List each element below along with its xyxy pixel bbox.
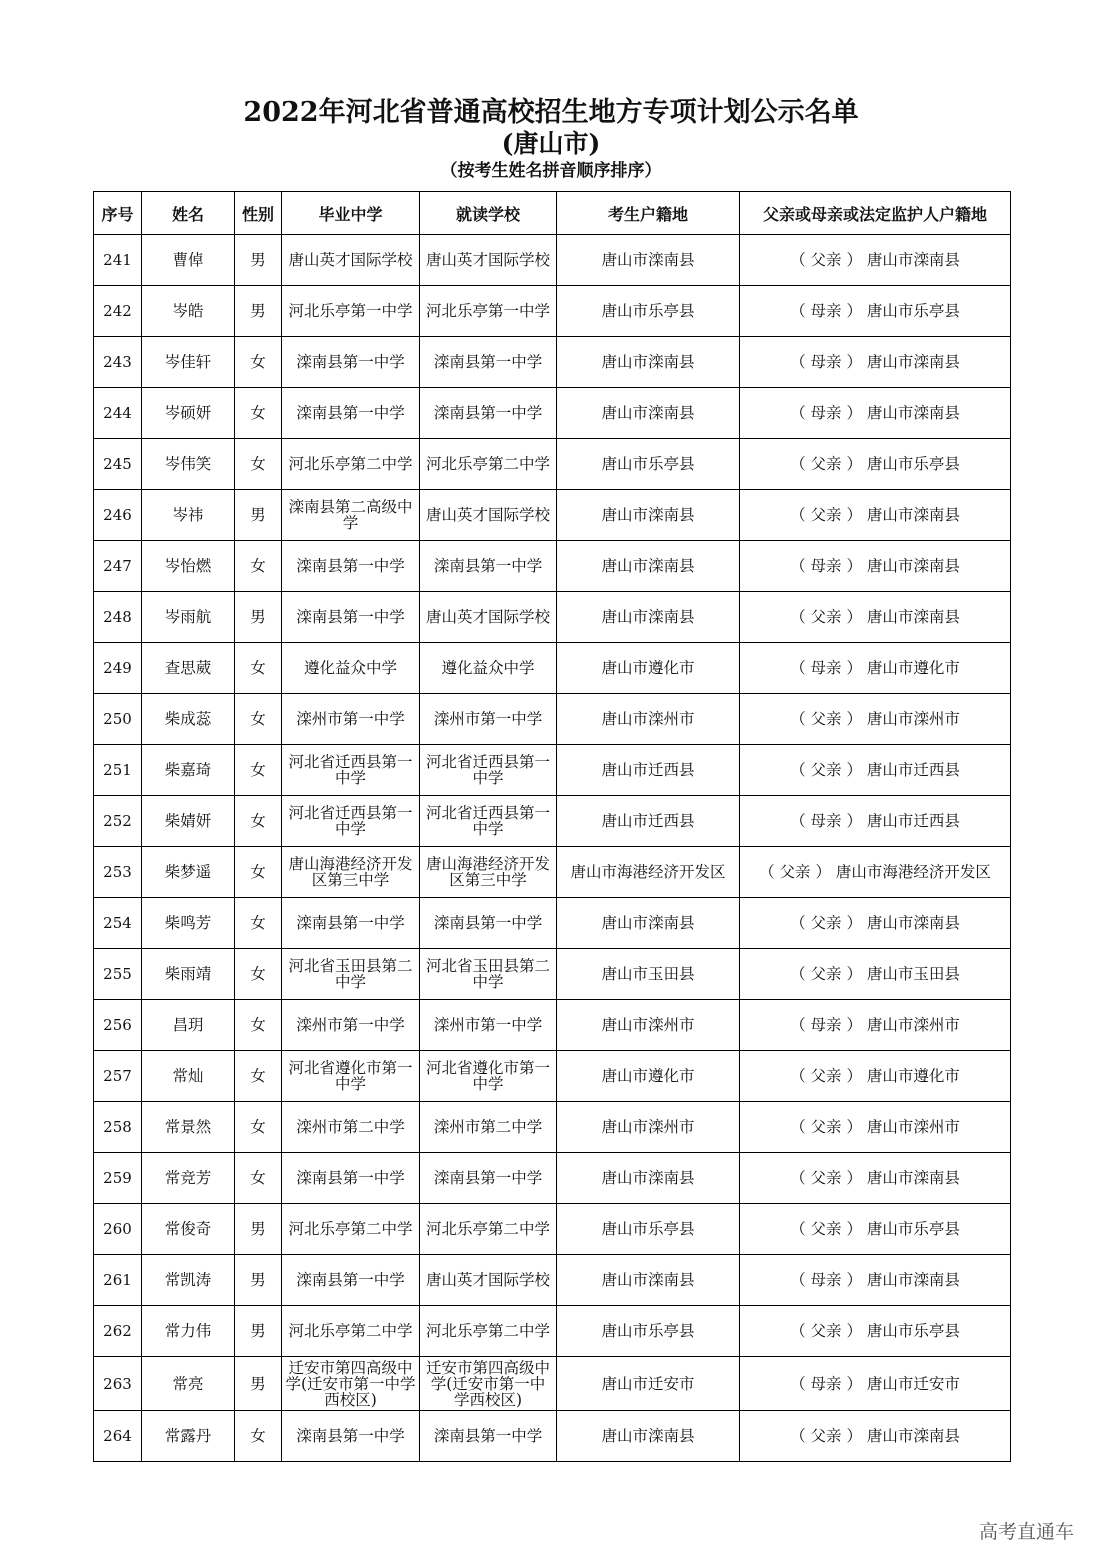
cell-household-registration: 唐山市滦南县	[557, 337, 740, 388]
cell-index: 250	[94, 694, 142, 745]
cell-household-registration: 唐山市遵化市	[557, 1051, 740, 1102]
cell-graduation-school: 滦州市第二中学	[282, 1102, 420, 1153]
cell-guardian-registration: （ 母亲 ） 唐山市滦州市	[740, 1000, 1011, 1051]
cell-gender: 女	[235, 949, 282, 1000]
document-subtitle: (唐山市)	[501, 129, 601, 158]
cell-household-registration: 唐山市滦南县	[557, 592, 740, 643]
cell-graduation-school: 河北省迁西县第一中学	[282, 796, 420, 847]
document-title: 2022年河北省普通高校招生地方专项计划公示名单	[243, 97, 859, 128]
table-header-row	[94, 192, 1011, 235]
cell-graduation-school: 滦南县第一中学	[282, 592, 420, 643]
cell-name: 岑皓	[142, 286, 235, 337]
cell-current-school: 河北省玉田县第二中学	[420, 949, 557, 1000]
cell-gender: 女	[235, 847, 282, 898]
cell-index: 260	[94, 1204, 142, 1255]
table-row	[94, 1000, 1011, 1051]
cell-guardian-registration: （ 母亲 ） 唐山市乐亭县	[740, 286, 1011, 337]
table-row	[94, 1204, 1011, 1255]
cell-graduation-school: 迁安市第四高级中学(迁安市第一中学西校区)	[282, 1357, 420, 1411]
cell-gender: 女	[235, 1153, 282, 1204]
cell-index: 262	[94, 1306, 142, 1357]
cell-household-registration: 唐山市滦南县	[557, 541, 740, 592]
cell-index: 248	[94, 592, 142, 643]
header-household-registration: 考生户籍地	[557, 192, 740, 235]
cell-name: 常露丹	[142, 1411, 235, 1462]
cell-guardian-registration: （ 父亲 ） 唐山市滦州市	[740, 1102, 1011, 1153]
table-row	[94, 1051, 1011, 1102]
cell-name: 岑祎	[142, 490, 235, 541]
cell-graduation-school: 唐山英才国际学校	[282, 235, 420, 286]
cell-graduation-school: 滦南县第一中学	[282, 337, 420, 388]
cell-guardian-registration: （ 母亲 ） 唐山市迁西县	[740, 796, 1011, 847]
table-row	[94, 1153, 1011, 1204]
cell-current-school: 滦南县第一中学	[420, 337, 557, 388]
table-row	[94, 847, 1011, 898]
cell-household-registration: 唐山市滦州市	[557, 1000, 740, 1051]
cell-current-school: 滦州市第二中学	[420, 1102, 557, 1153]
cell-index: 263	[94, 1357, 142, 1411]
cell-guardian-registration: （ 父亲 ） 唐山市玉田县	[740, 949, 1011, 1000]
cell-gender: 女	[235, 694, 282, 745]
cell-gender: 女	[235, 1102, 282, 1153]
cell-current-school: 滦南县第一中学	[420, 1153, 557, 1204]
cell-index: 251	[94, 745, 142, 796]
header-gender: 性别	[235, 192, 282, 235]
cell-graduation-school: 河北乐亭第二中学	[282, 439, 420, 490]
header-index: 序号	[94, 192, 142, 235]
cell-guardian-registration: （ 父亲 ） 唐山市海港经济开发区	[740, 847, 1011, 898]
cell-index: 243	[94, 337, 142, 388]
cell-gender: 女	[235, 541, 282, 592]
cell-name: 柴梦遥	[142, 847, 235, 898]
cell-guardian-registration: （ 父亲 ） 唐山市滦南县	[740, 1411, 1011, 1462]
cell-name: 曹倬	[142, 235, 235, 286]
cell-household-registration: 唐山市滦南县	[557, 898, 740, 949]
cell-current-school: 河北省迁西县第一中学	[420, 796, 557, 847]
cell-household-registration: 唐山市滦南县	[557, 1411, 740, 1462]
cell-graduation-school: 河北乐亭第二中学	[282, 1306, 420, 1357]
cell-guardian-registration: （ 父亲 ） 唐山市滦南县	[740, 235, 1011, 286]
table-row	[94, 490, 1011, 541]
cell-name: 柴鸣芳	[142, 898, 235, 949]
table-row	[94, 1102, 1011, 1153]
cell-household-registration: 唐山市滦南县	[557, 388, 740, 439]
cell-current-school: 唐山英才国际学校	[420, 1255, 557, 1306]
cell-household-registration: 唐山市迁西县	[557, 796, 740, 847]
cell-guardian-registration: （ 父亲 ） 唐山市乐亭县	[740, 1204, 1011, 1255]
cell-current-school: 滦州市第一中学	[420, 1000, 557, 1051]
cell-name: 柴成蕊	[142, 694, 235, 745]
cell-guardian-registration: （ 父亲 ） 唐山市滦南县	[740, 592, 1011, 643]
cell-household-registration: 唐山市滦州市	[557, 1102, 740, 1153]
cell-graduation-school: 遵化益众中学	[282, 643, 420, 694]
cell-name: 查思葳	[142, 643, 235, 694]
cell-current-school: 滦州市第一中学	[420, 694, 557, 745]
cell-graduation-school: 滦南县第一中学	[282, 1255, 420, 1306]
cell-graduation-school: 滦南县第一中学	[282, 388, 420, 439]
cell-current-school: 唐山海港经济开发区第三中学	[420, 847, 557, 898]
cell-graduation-school: 河北省迁西县第一中学	[282, 745, 420, 796]
cell-gender: 女	[235, 796, 282, 847]
cell-name: 常力伟	[142, 1306, 235, 1357]
cell-name: 常俊奇	[142, 1204, 235, 1255]
cell-gender: 女	[235, 745, 282, 796]
cell-current-school: 唐山英才国际学校	[420, 235, 557, 286]
cell-graduation-school: 唐山海港经济开发区第三中学	[282, 847, 420, 898]
cell-guardian-registration: （ 父亲 ） 唐山市乐亭县	[740, 439, 1011, 490]
table-row	[94, 235, 1011, 286]
cell-graduation-school: 河北乐亭第一中学	[282, 286, 420, 337]
cell-name: 常灿	[142, 1051, 235, 1102]
cell-gender: 女	[235, 1051, 282, 1102]
cell-household-registration: 唐山市乐亭县	[557, 1204, 740, 1255]
cell-household-registration: 唐山市迁安市	[557, 1357, 740, 1411]
cell-guardian-registration: （ 母亲 ） 唐山市滦南县	[740, 388, 1011, 439]
cell-household-registration: 唐山市迁西县	[557, 745, 740, 796]
cell-current-school: 河北乐亭第一中学	[420, 286, 557, 337]
cell-gender: 女	[235, 898, 282, 949]
cell-current-school: 河北乐亭第二中学	[420, 1306, 557, 1357]
cell-household-registration: 唐山市海港经济开发区	[557, 847, 740, 898]
cell-index: 258	[94, 1102, 142, 1153]
cell-graduation-school: 滦南县第一中学	[282, 1153, 420, 1204]
header-graduation-school: 毕业中学	[282, 192, 420, 235]
cell-index: 256	[94, 1000, 142, 1051]
cell-name: 柴婧妍	[142, 796, 235, 847]
cell-name: 岑怡燃	[142, 541, 235, 592]
table-row	[94, 286, 1011, 337]
roster-table	[93, 191, 1011, 1462]
cell-name: 柴嘉琦	[142, 745, 235, 796]
cell-graduation-school: 河北省遵化市第一中学	[282, 1051, 420, 1102]
cell-name: 岑伟笑	[142, 439, 235, 490]
cell-current-school: 唐山英才国际学校	[420, 490, 557, 541]
cell-gender: 男	[235, 286, 282, 337]
table-row	[94, 1357, 1011, 1411]
cell-current-school: 遵化益众中学	[420, 643, 557, 694]
cell-graduation-school: 滦南县第一中学	[282, 1411, 420, 1462]
cell-current-school: 河北省遵化市第一中学	[420, 1051, 557, 1102]
cell-graduation-school: 滦南县第一中学	[282, 898, 420, 949]
table-row	[94, 1255, 1011, 1306]
cell-name: 昌玥	[142, 1000, 235, 1051]
cell-gender: 女	[235, 1411, 282, 1462]
cell-index: 246	[94, 490, 142, 541]
cell-name: 常亮	[142, 1357, 235, 1411]
table-row	[94, 745, 1011, 796]
cell-current-school: 唐山英才国际学校	[420, 592, 557, 643]
cell-guardian-registration: （ 父亲 ） 唐山市滦南县	[740, 1153, 1011, 1204]
cell-current-school: 滦南县第一中学	[420, 388, 557, 439]
cell-graduation-school: 河北乐亭第二中学	[282, 1204, 420, 1255]
cell-graduation-school: 滦南县第一中学	[282, 541, 420, 592]
cell-guardian-registration: （ 母亲 ） 唐山市滦南县	[740, 337, 1011, 388]
cell-name: 岑佳轩	[142, 337, 235, 388]
cell-graduation-school: 河北省玉田县第二中学	[282, 949, 420, 1000]
cell-gender: 男	[235, 1255, 282, 1306]
cell-name: 常竞芳	[142, 1153, 235, 1204]
cell-gender: 男	[235, 1357, 282, 1411]
cell-guardian-registration: （ 父亲 ） 唐山市滦南县	[740, 490, 1011, 541]
table-row	[94, 643, 1011, 694]
cell-guardian-registration: （ 母亲 ） 唐山市遵化市	[740, 643, 1011, 694]
cell-household-registration: 唐山市乐亭县	[557, 286, 740, 337]
table-row	[94, 796, 1011, 847]
table-row	[94, 1306, 1011, 1357]
cell-index: 242	[94, 286, 142, 337]
cell-household-registration: 唐山市滦南县	[557, 1153, 740, 1204]
cell-gender: 女	[235, 388, 282, 439]
cell-index: 253	[94, 847, 142, 898]
cell-index: 241	[94, 235, 142, 286]
header-current-school: 就读学校	[420, 192, 557, 235]
cell-name: 常凯涛	[142, 1255, 235, 1306]
cell-guardian-registration: （ 父亲 ） 唐山市滦州市	[740, 694, 1011, 745]
cell-name: 柴雨靖	[142, 949, 235, 1000]
cell-current-school: 河北乐亭第二中学	[420, 439, 557, 490]
table-row	[94, 694, 1011, 745]
header-guardian-registration: 父亲或母亲或法定监护人户籍地	[740, 192, 1011, 235]
cell-index: 255	[94, 949, 142, 1000]
cell-current-school: 滦南县第一中学	[420, 541, 557, 592]
cell-graduation-school: 滦州市第一中学	[282, 694, 420, 745]
cell-index: 245	[94, 439, 142, 490]
cell-guardian-registration: （ 父亲 ） 唐山市迁西县	[740, 745, 1011, 796]
cell-index: 264	[94, 1411, 142, 1462]
cell-index: 247	[94, 541, 142, 592]
cell-household-registration: 唐山市滦州市	[557, 694, 740, 745]
cell-current-school: 河北乐亭第二中学	[420, 1204, 557, 1255]
table-row	[94, 337, 1011, 388]
cell-guardian-registration: （ 父亲 ） 唐山市乐亭县	[740, 1306, 1011, 1357]
cell-gender: 女	[235, 337, 282, 388]
cell-household-registration: 唐山市玉田县	[557, 949, 740, 1000]
cell-index: 244	[94, 388, 142, 439]
cell-gender: 女	[235, 643, 282, 694]
cell-index: 261	[94, 1255, 142, 1306]
table-row	[94, 949, 1011, 1000]
cell-guardian-registration: （ 母亲 ） 唐山市滦南县	[740, 541, 1011, 592]
cell-household-registration: 唐山市滦南县	[557, 490, 740, 541]
table-row	[94, 388, 1011, 439]
cell-gender: 男	[235, 1204, 282, 1255]
cell-household-registration: 唐山市滦南县	[557, 235, 740, 286]
cell-index: 259	[94, 1153, 142, 1204]
cell-gender: 女	[235, 1000, 282, 1051]
cell-guardian-registration: （ 母亲 ） 唐山市迁安市	[740, 1357, 1011, 1411]
cell-guardian-registration: （ 母亲 ） 唐山市滦南县	[740, 1255, 1011, 1306]
sort-note: （按考生姓名拼音顺序排序）	[440, 161, 662, 181]
cell-gender: 男	[235, 490, 282, 541]
cell-guardian-registration: （ 父亲 ） 唐山市遵化市	[740, 1051, 1011, 1102]
cell-graduation-school: 滦州市第一中学	[282, 1000, 420, 1051]
header-name: 姓名	[142, 192, 235, 235]
cell-index: 249	[94, 643, 142, 694]
cell-graduation-school: 滦南县第二高级中学	[282, 490, 420, 541]
watermark-text: 高考直通车	[978, 1521, 1074, 1543]
cell-name: 岑硕妍	[142, 388, 235, 439]
cell-current-school: 滦南县第一中学	[420, 1411, 557, 1462]
cell-current-school: 滦南县第一中学	[420, 898, 557, 949]
cell-household-registration: 唐山市乐亭县	[557, 439, 740, 490]
cell-gender: 男	[235, 592, 282, 643]
cell-household-registration: 唐山市遵化市	[557, 643, 740, 694]
table-row	[94, 592, 1011, 643]
cell-index: 252	[94, 796, 142, 847]
cell-name: 岑雨航	[142, 592, 235, 643]
cell-gender: 男	[235, 1306, 282, 1357]
cell-current-school: 迁安市第四高级中学(迁安市第一中学西校区)	[420, 1357, 557, 1411]
cell-gender: 女	[235, 439, 282, 490]
cell-index: 254	[94, 898, 142, 949]
cell-guardian-registration: （ 父亲 ） 唐山市滦南县	[740, 898, 1011, 949]
table-body	[94, 235, 1011, 1462]
cell-household-registration: 唐山市滦南县	[557, 1255, 740, 1306]
cell-gender: 男	[235, 235, 282, 286]
table-row	[94, 898, 1011, 949]
cell-current-school: 河北省迁西县第一中学	[420, 745, 557, 796]
table-row	[94, 439, 1011, 490]
cell-household-registration: 唐山市乐亭县	[557, 1306, 740, 1357]
cell-index: 257	[94, 1051, 142, 1102]
cell-name: 常景然	[142, 1102, 235, 1153]
table-row	[94, 1411, 1011, 1462]
table-row	[94, 541, 1011, 592]
